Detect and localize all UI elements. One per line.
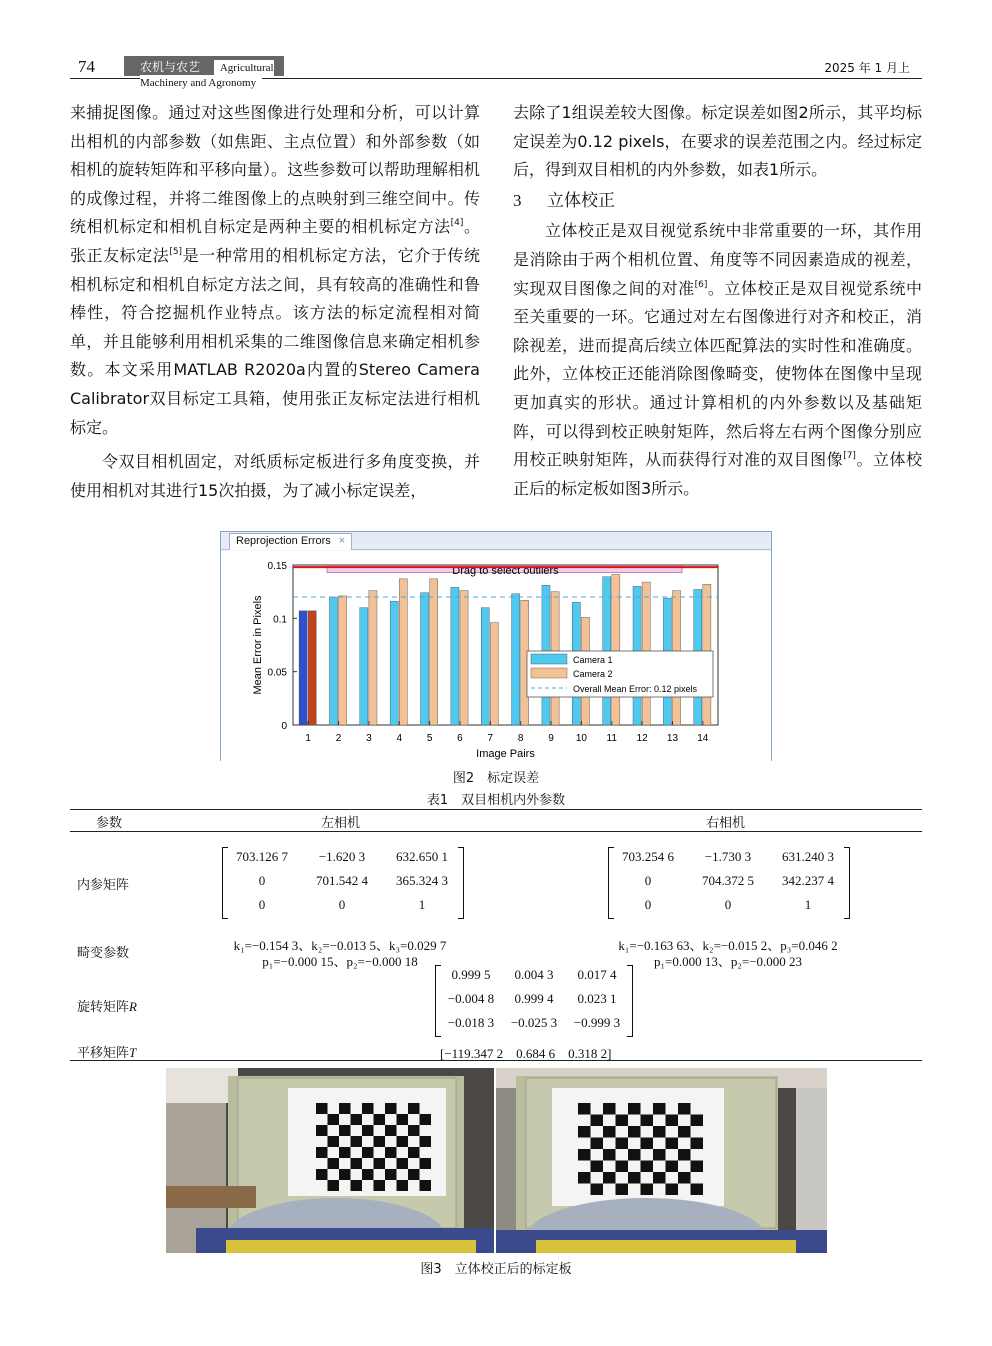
journal-badge	[124, 56, 284, 89]
bar-camera-2-pair-7	[490, 623, 498, 725]
checker-square	[653, 1149, 666, 1161]
checker-square	[420, 1114, 432, 1125]
header-left-camera: 左相机	[321, 816, 361, 831]
matrix-cell: −1.730 3	[704, 849, 752, 864]
checker-square	[316, 1103, 328, 1114]
citation: [5]	[169, 246, 183, 257]
matrix-cell: 0.999 4	[514, 991, 554, 1006]
matrix-cell: 632.650 1	[396, 849, 448, 864]
matrix-cell: 0	[724, 897, 732, 912]
checker-square	[362, 1103, 374, 1114]
matrix-cell: 1	[804, 897, 812, 912]
checker-square	[653, 1172, 666, 1184]
checker-square	[316, 1125, 328, 1136]
checker-square	[351, 1158, 363, 1169]
citation: [4]	[450, 218, 464, 229]
checker-square	[641, 1161, 654, 1173]
bar-camera-1-pair-4	[390, 601, 398, 725]
checker-square	[603, 1126, 616, 1138]
checker-square	[603, 1172, 616, 1184]
left-column	[70, 99, 480, 505]
checker-square	[328, 1180, 340, 1191]
matrix-cell: 0	[258, 873, 266, 888]
checker-square	[420, 1180, 432, 1191]
matrix-cell: 703.126 7	[236, 849, 288, 864]
checker-square	[591, 1161, 604, 1173]
matrix-cell: −0.018 3	[447, 1015, 495, 1030]
checker-square	[591, 1138, 604, 1150]
matrix-cell: 0	[258, 897, 266, 912]
left-paragraph-1	[70, 99, 480, 442]
checker-square	[666, 1115, 679, 1127]
x-axis-label: Image Pairs	[476, 748, 535, 760]
bar-camera-1-pair-1	[299, 611, 307, 725]
citation: [6]	[694, 279, 708, 290]
checker-square	[339, 1125, 351, 1136]
figure-2-window	[220, 531, 772, 761]
checker-square	[420, 1158, 432, 1169]
checker-square	[653, 1126, 666, 1138]
legend-swatch-1	[531, 654, 567, 664]
checker-square	[339, 1103, 351, 1114]
bar-camera-2-pair-3	[369, 591, 377, 725]
checker-square	[328, 1158, 340, 1169]
matrix-cell: 342.237 4	[782, 873, 834, 888]
outlier-selector-label: Drag to select outliers	[452, 565, 559, 577]
text-span: 来捕捉图像。通过对这些图像进行处理和分析，可以计算出相机的内部参数（如焦距、主点位置）和外部参数（如相机的旋转矩阵和平移向量）。这些参数可以帮助理解相机的成像过程，并将二维图像上的点映射到三维空间中。传统相机标定和相机自标定是两种主要的相机标定方法	[70, 103, 480, 237]
translation-label: 平移矩阵	[77, 1046, 130, 1061]
matrix-cell: 0	[644, 873, 652, 888]
checker-square	[591, 1115, 604, 1127]
matrix-cell: 0.017 4	[577, 967, 617, 982]
tab-reprojection-errors[interactable]	[229, 533, 352, 550]
checker-square	[385, 1169, 397, 1180]
right-column	[513, 99, 922, 503]
issue-date: 2025 年 1 月上	[824, 61, 910, 75]
bar-camera-2-pair-4	[399, 579, 407, 725]
table-1-caption: 表1 双目相机内外参数	[426, 793, 566, 808]
checker-square	[351, 1114, 363, 1125]
checker-square	[628, 1103, 641, 1115]
checker-square	[691, 1161, 704, 1173]
checker-square	[678, 1149, 691, 1161]
bar-camera-1-pair-5	[421, 593, 429, 725]
bar-camera-2-pair-2	[339, 596, 347, 725]
matrix-cell: 365.324 3	[396, 873, 448, 888]
bar-camera-1-pair-8	[512, 594, 520, 725]
checker-square	[420, 1136, 432, 1147]
checker-square	[351, 1136, 363, 1147]
right-distortion-p: p₁=0.000 13、p₂=−0.000 23	[653, 954, 803, 969]
checker-square	[362, 1169, 374, 1180]
checker-square	[362, 1147, 374, 1158]
legend-label-2: Camera 2	[573, 669, 613, 679]
row-label-distortion: 畸变参数	[77, 946, 130, 961]
checker-square	[691, 1138, 704, 1150]
checker-square	[591, 1184, 604, 1196]
checker-square	[616, 1184, 629, 1196]
table-1	[70, 809, 922, 1061]
checker-square	[578, 1172, 591, 1184]
bar-camera-2-pair-1	[308, 611, 316, 725]
checker-square	[628, 1149, 641, 1161]
text-span: 。立体校正后的标定板如图3所示。	[513, 450, 922, 498]
checker-square	[397, 1180, 409, 1191]
legend-mean-label: Overall Mean Error: 0.12 pixels	[573, 684, 698, 694]
y-axis-label: Mean Error in Pixels	[252, 595, 264, 695]
bar-camera-1-pair-2	[329, 597, 337, 725]
checker-square	[362, 1125, 374, 1136]
checker-square	[628, 1126, 641, 1138]
checker-square	[374, 1136, 386, 1147]
x-tick-label: 8	[517, 733, 524, 744]
rotation-symbol: R	[129, 999, 137, 1014]
right-intrinsic-matrix	[608, 847, 850, 919]
row-label-translation	[77, 1042, 136, 1061]
left-rectified-image	[166, 1068, 494, 1253]
text-span: 。张正友标定法	[70, 217, 480, 265]
figure-3-photos	[166, 1068, 827, 1253]
checker-square	[678, 1103, 691, 1115]
checker-square	[316, 1169, 328, 1180]
checker-square	[603, 1103, 616, 1115]
bar-camera-1-pair-3	[360, 608, 368, 725]
x-tick-label: 2	[335, 733, 342, 744]
x-tick-label: 9	[548, 733, 554, 744]
bar-camera-1-pair-7	[481, 608, 489, 725]
section-number: 3	[513, 190, 522, 210]
checker-square	[397, 1136, 409, 1147]
translation-symbol: T	[129, 1045, 137, 1060]
right-paragraph-2	[513, 217, 922, 503]
checker-square	[385, 1147, 397, 1158]
y-tick-label: 0.05	[267, 667, 287, 679]
y-tick-label: 0.1	[273, 614, 287, 626]
checker-square	[666, 1184, 679, 1196]
checker-square	[578, 1103, 591, 1115]
checker-square	[328, 1114, 340, 1125]
right-rectified-image	[496, 1068, 827, 1253]
text-span: 是一种常用的相机标定方法，它介于传统相机标定和相机自标定方法之间，具有较高的准确性和鲁棒性，符合挖掘机作业特点。该方法的标定流程相对简单，并且能够利用相机采集的二维图像信息来确定相机参数。本文采用MATLAB R2020a内置的Stereo Camera Calibrator双目标定工具箱，使用张正友标定法进行相机标定。	[70, 245, 480, 437]
citation: [7]	[843, 451, 856, 462]
checker-square	[397, 1114, 409, 1125]
row-label-rotation	[77, 996, 137, 1015]
bar-camera-2-pair-6	[460, 591, 468, 725]
checker-square	[578, 1149, 591, 1161]
right-paragraph-1: 去除了1组误差较大图像。标定误差如图2所示，其平均标定误差为0.12 pixels，在要求的误差范围之内。经过标定后，得到双目相机的内外参数，如表1所示。	[513, 103, 922, 180]
checker-square	[385, 1125, 397, 1136]
checker-square	[628, 1172, 641, 1184]
legend-swatch-2	[531, 668, 567, 678]
checker-square	[328, 1136, 340, 1147]
header-param: 参数	[96, 816, 123, 831]
x-tick-label: 10	[575, 733, 587, 744]
checker-square	[641, 1115, 654, 1127]
matrix-cell: 703.254 6	[622, 849, 674, 864]
legend-label-1: Camera 1	[573, 655, 613, 665]
text-span: 。立体校正是双目视觉系统中至关重要的一环。它通过对左右图像进行对齐和校正，消除视差，进而提高后续立体匹配算法的实时性和准确度。此外，立体校正还能消除图像畸变，使物体在图像中呈现更加真实的形状。通过计算相机的内外参数以及基础矩阵，可以得到校正映射矩阵，然后将左右两个图像分别应用校正映射矩阵，从而获得行对准的双目图像	[513, 278, 922, 470]
checker-square	[616, 1138, 629, 1150]
x-tick-label: 6	[457, 733, 463, 744]
bar-chart	[221, 551, 771, 761]
bar-camera-2-pair-5	[430, 579, 438, 725]
figure-3-caption: 图3 立体校正后的标定板	[420, 1262, 572, 1277]
checker-square	[653, 1103, 666, 1115]
page-header	[70, 55, 922, 89]
checker-square	[339, 1147, 351, 1158]
matrix-cell: 631.240 3	[782, 849, 834, 864]
journal-title-en: Agricultural Machinery and Agronomy	[140, 62, 274, 89]
checker-square	[374, 1180, 386, 1191]
rotation-matrix	[435, 965, 633, 1037]
left-paragraph-2: 令双目相机固定，对纸质标定板进行多角度变换，并使用相机对其进行15次拍摄，为了减小标定误差，	[70, 452, 480, 500]
checker-square	[374, 1114, 386, 1125]
text-span: 立体校正是双目视觉系统中非常重要的一环，其作用是消除由于两个相机位置、角度等不同因素造成的视差，实现双目图像之间的对准	[513, 221, 922, 298]
checker-square	[603, 1149, 616, 1161]
x-tick-label: 7	[487, 733, 494, 744]
checker-square	[408, 1125, 420, 1136]
x-tick-label: 11	[606, 733, 617, 744]
checker-square	[616, 1161, 629, 1173]
matrix-cell: 0	[644, 897, 652, 912]
x-tick-label: 5	[426, 733, 433, 744]
matrix-cell: 701.542 4	[316, 873, 368, 888]
matrix-cell: −0.004 8	[447, 991, 495, 1006]
left-distortion-p: p₁=−0.000 15、p₂=−0.000 18	[262, 954, 418, 969]
close-icon[interactable]: ×	[338, 535, 346, 547]
x-tick-label: 1	[305, 733, 311, 744]
checker-square	[641, 1138, 654, 1150]
right-distortion-k: k₁=−0.163 63、k₂=−0.015 2、p₃=0.046 2	[618, 938, 838, 953]
checker-square	[408, 1103, 420, 1114]
checker-square	[666, 1161, 679, 1173]
checker-square	[351, 1180, 363, 1191]
checker-square	[678, 1126, 691, 1138]
figure-2-caption: 图2 标定误差	[452, 771, 540, 786]
matrix-cell: −0.999 3	[573, 1015, 621, 1030]
matrix-cell: 704.372 5	[702, 873, 754, 888]
left-intrinsic-matrix	[222, 847, 464, 919]
table-header-row	[70, 810, 922, 832]
y-tick-label: 0	[281, 721, 287, 732]
row-label-intrinsic: 内参矩阵	[77, 878, 130, 893]
tab-label: Reprojection Errors	[236, 535, 331, 547]
page-number: 74	[78, 57, 95, 76]
rotation-label: 旋转矩阵	[77, 1000, 130, 1015]
checker-square	[678, 1172, 691, 1184]
checker-square	[616, 1115, 629, 1127]
checker-square	[339, 1169, 351, 1180]
x-tick-label: 4	[396, 733, 403, 744]
journal-title-cn: 农机与农艺	[140, 60, 201, 74]
y-tick-label: 0.15	[267, 561, 287, 572]
checker-square	[408, 1169, 420, 1180]
matrix-cell: −0.025 3	[510, 1015, 558, 1030]
checker-square	[578, 1126, 591, 1138]
right-scene	[496, 1068, 827, 1253]
header-right-camera: 右相机	[706, 816, 746, 831]
matrix-cell: 0.999 5	[451, 967, 491, 982]
tab-bar	[221, 532, 771, 550]
section-title: 立体校正	[547, 190, 615, 211]
plot-frame	[293, 565, 718, 725]
checker-square	[374, 1158, 386, 1169]
left-distortion-k: k₁=−0.154 3、k₂=−0.013 5、k₃=0.029 7	[233, 938, 447, 953]
matrix-cell: 1	[418, 897, 426, 912]
checker-square	[641, 1184, 654, 1196]
x-tick-label: 12	[636, 733, 648, 744]
matrix-cell: 0	[338, 897, 346, 912]
left-scene	[166, 1068, 494, 1253]
checker-square	[316, 1147, 328, 1158]
checker-square	[691, 1184, 704, 1196]
checker-square	[691, 1115, 704, 1127]
x-tick-label: 13	[666, 733, 679, 744]
plot-area	[221, 551, 771, 761]
x-tick-label: 14	[697, 733, 709, 744]
x-tick-label: 3	[366, 733, 372, 744]
translation-vector: [−119.347 2 0.684 6 0.318 2]	[440, 1046, 612, 1061]
section-heading	[513, 187, 922, 216]
checker-square	[397, 1158, 409, 1169]
checker-square	[408, 1147, 420, 1158]
matrix-cell: 0.023 1	[577, 991, 617, 1006]
bar-camera-1-pair-6	[451, 587, 459, 725]
matrix-cell: 0.004 3	[514, 967, 554, 982]
matrix-cell: −1.620 3	[318, 849, 366, 864]
checker-square	[666, 1138, 679, 1150]
checker-square	[385, 1103, 397, 1114]
